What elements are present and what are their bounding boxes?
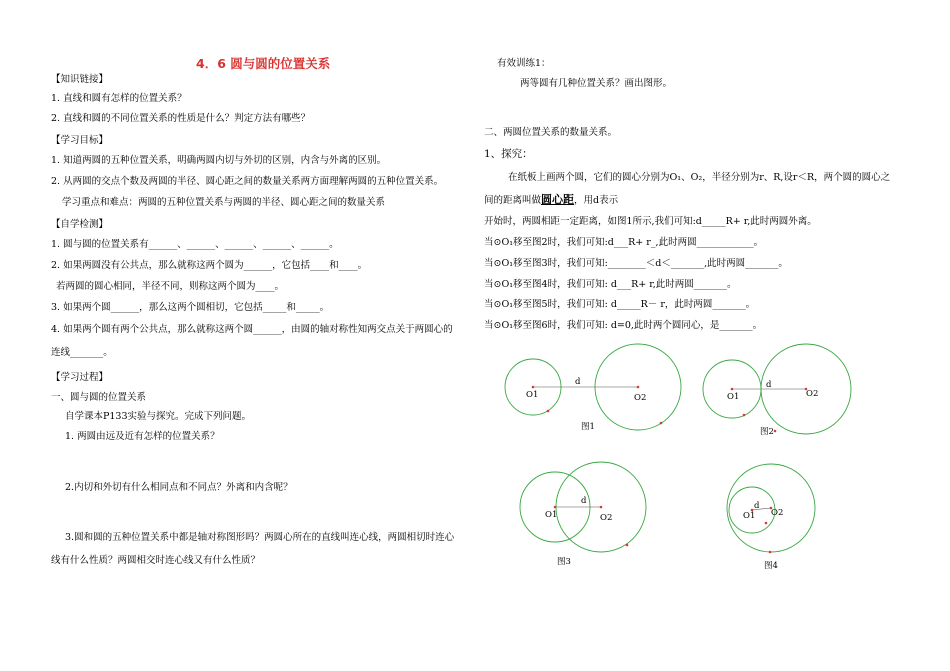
explore-line-fig3: 当⊙O₁移至图3时，我们可知:________＜d＜_______,此时两圆_______。 (484, 258, 788, 269)
explore-line-fig4: 当⊙O₁移至图4时，我们可知: d___R+ r,此时两圆_______。 (484, 279, 737, 290)
explore-line-fig6: 当⊙O₁移至图6时，我们可知: d=0,此时两个圆同心，是_______。 (484, 320, 763, 331)
figure-3-caption: 图3 (557, 557, 571, 567)
check-4: 4. 如果两个圆有两个公共点，那么就称这两个圆______，由圆的轴对称性知两交点关于两圆心的 (51, 324, 453, 335)
figure-2-label-d: d (766, 380, 772, 390)
figure-1-point-edge-2 (660, 422, 663, 425)
figure-4 (727, 464, 815, 571)
process-q3: 3.圆和圆的五种位置关系中都是轴对称图形吗？两圆心所在的直线叫连心线，两圆相切时连心 (65, 532, 455, 543)
figure-1-point-o1 (532, 386, 535, 389)
center-distance-term: 圆心距 (541, 193, 575, 206)
explore-text-2c: ，用d表示 (574, 195, 619, 206)
figure-4-label-o1: O1 (743, 511, 756, 521)
page-title: 4．6 圆与圆的位置关系 (196, 56, 331, 71)
goal-2: 2. 从两圆的交点个数及两圆的半径、圆心距之间的数量关系两方面理解两圆的五种位置关系。 (51, 176, 444, 187)
figure-3-point-o2 (600, 506, 603, 509)
figure-1-caption: 图1 (581, 422, 595, 432)
process-q1: 1. 两圆由远及近有怎样的位置关系？ (65, 431, 220, 442)
figure-1 (505, 344, 681, 432)
section-self-check: 【自学检测】 (51, 219, 109, 230)
figure-3 (520, 462, 646, 567)
question-1: 1. 直线和圆有怎样的位置关系？ (51, 93, 187, 104)
figure-3-point-edge (626, 544, 629, 547)
explore-text-2a: 间的距离叫做 (484, 195, 542, 206)
figure-2-point-o1 (731, 388, 734, 391)
explore-line-fig1: 开始时，两圆相距一定距离，如图1所示,我们可知:d_____R+ r,此时两圆外离。 (484, 216, 817, 227)
figure-2-label-o1: O1 (727, 392, 740, 402)
figure-3-label-d: d (581, 496, 587, 506)
part-1-heading: 一、圆与圆的位置关系 (51, 392, 147, 403)
figure-4-caption: 图4 (764, 561, 778, 571)
figure-4-label-o2: O2 (771, 508, 784, 518)
figure-1-point-o2 (637, 386, 640, 389)
section-learning-process: 【学习过程】 (51, 372, 109, 383)
figure-1-point-edge (547, 410, 550, 413)
process-intro: 自学课本P133实验与探究。完成下列问题。 (65, 411, 252, 422)
figure-3-label-o2: O2 (600, 513, 613, 523)
check-1: 1. 圆与圆的位置关系有______、______、______、______、______。 (51, 239, 339, 250)
focus-text: 学习重点和难点：两圆的五种位置关系与两圆的半径、圆心距之间的数量关系 (62, 197, 386, 208)
figure-1-label-d: d (575, 377, 581, 387)
figure-4-point-edge (765, 522, 768, 525)
check-2b: 若两圆的圆心相同，半径不同，则称这两个圆为____。 (56, 281, 285, 292)
figure-1-label-o2: O2 (634, 393, 647, 403)
check-3: 3. 如果两个圆______，那么这两个圆相切，它包括_____和_____。 (51, 302, 330, 313)
figure-3-label-o1: O1 (545, 510, 558, 520)
section-knowledge-link: 【知识链接】 (51, 74, 109, 85)
explore-text-1: 在纸板上画两个圆，它们的圆心分别为O₁、O₂，半径分别为r、R,设r＜R，两个圆的圆心之 (508, 172, 891, 183)
process-q3b: 线有什么性质？两圆相交时连心线又有什么性质？ (51, 555, 261, 566)
figure-2-point-edge-2 (774, 430, 777, 433)
goal-1: 1. 知道两圆的五种位置关系，明确两圆内切与外切的区别，内含与外离的区别。 (51, 155, 387, 166)
figure-2-point-edge (743, 414, 746, 417)
exercise-label: 有效训练1： (497, 58, 551, 69)
explore-heading: 1、探究： (484, 148, 533, 160)
process-q2: 2.内切和外切有什么相同点和不同点？外离和内含呢？ (65, 482, 293, 493)
figure-2-caption: 图2 (760, 427, 774, 437)
figure-2-label-o2: O2 (806, 389, 819, 399)
explore-line-fig2: 当⊙O₁移至图2时，我们可知:d___R+ r_,此时两圆____________。 (484, 237, 764, 248)
figure-2 (703, 344, 851, 437)
part-2-heading: 二、两圆位置关系的数量关系。 (484, 127, 618, 138)
figure-4-label-d: d (754, 501, 760, 511)
question-2: 2. 直线和圆的不同位置关系的性质是什么？判定方法有哪些？ (51, 113, 311, 124)
figure-4-point-edge-2 (769, 551, 772, 554)
section-learning-goals: 【学习目标】 (51, 135, 109, 146)
figure-1-label-o1: O1 (526, 390, 539, 400)
check-2: 2. 如果两圆没有公共点，那么就称这两个圆为______，它包括____和____。 (51, 260, 368, 271)
exercise-question: 两等圆有几种位置关系？画出图形。 (520, 78, 673, 89)
figure-3-point-o1 (554, 506, 557, 509)
explore-line-fig5: 当⊙O₁移至图5时，我们可知: d_____R－ r，此时两圆_______。 (484, 299, 756, 310)
check-4b: 连线_______。 (51, 347, 113, 358)
